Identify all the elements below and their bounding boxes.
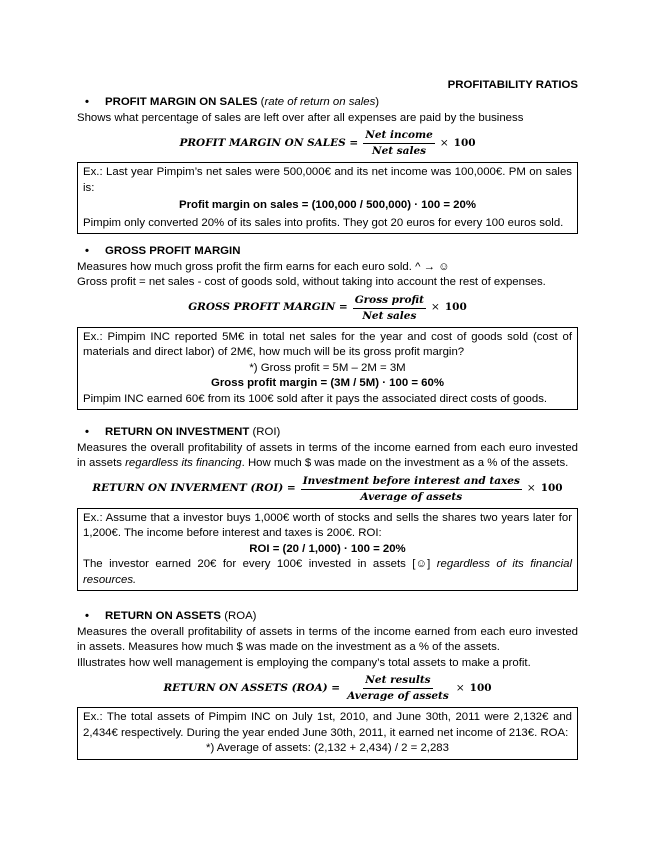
example-conclusion: The investor earned 20€ for every 100€ invested in assets [☺] regardless of its financial resources. (83, 558, 573, 586)
bullet-icon: • (85, 245, 89, 257)
section-profit-margin (77, 95, 578, 234)
formula-fraction (363, 129, 435, 158)
section-return-on-assets (77, 609, 578, 760)
bullet-icon: • (85, 610, 89, 622)
formula-denominator: Net sales (371, 145, 427, 157)
example-step: *) Average of assets: (2,132 + 2,434) / 2 = 2,283 (206, 742, 449, 754)
formula-multiplier: 100 (540, 482, 563, 495)
formula-lhs: RETURN ON ASSETS (ROA) = (163, 681, 341, 694)
formula-denominator: Net sales (362, 309, 417, 322)
formula-numerator: Investment before interest and taxes (301, 475, 522, 490)
formula (77, 294, 578, 323)
example-box (77, 707, 578, 760)
formula-lhs: GROSS PROFIT MARGIN = (188, 301, 348, 314)
example-text: Ex.: Assume that a investor buys 1,000€ worth of stocks and sells the shares two years later for 1,200€. The income before interest and taxes is 200€. ROI: (83, 511, 572, 539)
example-text: Ex.: Last year Pimpim’s net sales were 500,000€ and its net income was 100,000€. PM on sales is: (83, 166, 572, 194)
heading-text: PROFIT MARGIN ON SALES (105, 96, 258, 108)
section-heading (85, 244, 578, 260)
example-calculation: Profit margin on sales = (100,000 / 500,000) · 100 = 20% (179, 199, 476, 211)
description: Illustrates how well management is employing the company’s total assets to make a profit. (77, 656, 531, 669)
example-box (77, 162, 578, 234)
formula-denominator: Average of assets (360, 490, 463, 503)
formula-times: × (526, 482, 536, 495)
example-step: *) Gross profit = 5M – 2M = 3M (249, 361, 406, 374)
formula-fraction (353, 294, 426, 323)
formula-fraction (345, 674, 451, 703)
example-calculation: ROI = (20 / 1,000) · 100 = 20% (249, 542, 406, 555)
example-text: Ex.: The total assets of Pimpim INC on July 1st, 2010, and June 30th, 2011 were 2,132€ and 2,434€ respectively. During the year ended June 30th, 2011, it earned net income of 213€. ROA: (83, 711, 572, 739)
formula (77, 475, 578, 504)
heading-text: GROSS PROFIT MARGIN (105, 245, 241, 257)
formula (77, 674, 578, 703)
formula-multiplier: 100 (469, 681, 492, 694)
section-heading: • PROFIT MARGIN ON SALES (rate of return on sales) (85, 95, 578, 111)
section-gross-profit-margin (77, 244, 578, 410)
formula-lhs: PROFIT MARGIN ON SALES = (179, 136, 359, 149)
formula-numerator: Gross profit (353, 294, 426, 309)
example-box (77, 508, 578, 592)
formula-numerator: Net results (363, 674, 432, 689)
example-conclusion: Pimpim only converted 20% of its sales into profits. They got 20 euros for every 100 euros sold. (83, 216, 564, 229)
description: Measures the overall profitability of assets in terms of the income earned from each euro invested in assets. Measures how much $ was made on the investment as a % of the assets. (77, 625, 578, 653)
bullet-icon: • (85, 426, 89, 438)
formula-lhs: RETURN ON INVERMENT (ROI) = (92, 482, 296, 495)
formula-fraction (301, 475, 522, 504)
page-title: PROFITABILITY RATIOS (447, 79, 578, 91)
section-return-on-investment (77, 425, 578, 591)
description: Shows what percentage of sales are left over after all expenses are paid by the business (77, 111, 524, 124)
heading-text: RETURN ON ASSETS (105, 610, 222, 622)
formula-multiplier: 100 (444, 301, 467, 314)
formula-times: × (455, 681, 465, 694)
section-heading: • RETURN ON INVESTMENT (ROI) (85, 425, 578, 441)
bullet-icon: • (85, 96, 89, 108)
formula-denominator: Average of assets (347, 690, 449, 702)
description: Gross profit = net sales - cost of goods sold, without taking into account the rest of expenses. (77, 276, 546, 288)
formula-times: × (431, 301, 440, 314)
heading-italic: rate of return on sales (264, 96, 376, 108)
formula-times: × (439, 136, 449, 149)
section-heading: • RETURN ON ASSETS (ROA) (85, 609, 578, 625)
description: Measures how much gross profit the firm earns for each euro sold. ^ → ☺ (77, 260, 450, 273)
heading-text: RETURN ON INVESTMENT (105, 426, 250, 438)
example-conclusion: Pimpim INC earned 60€ from its 100€ sold after it pays the associated direct costs of goods. (83, 392, 548, 405)
formula-multiplier: 100 (453, 136, 476, 149)
description: Measures the overall profitability of assets in terms of the income earned from each euro invested in assets regardless its financing. How much $ was made on the investment as a % of the assets. (77, 441, 578, 469)
example-text: Ex.: Pimpim INC reported 5M€ in total net sales for the year and cost of goods sold (cost of materials and direct labor) of 2M€, how much will be its gross profit margin? (83, 330, 572, 358)
example-box (77, 327, 578, 411)
formula-numerator: Net income (363, 129, 435, 144)
example-calculation: Gross profit margin = (3M / 5M) · 100 = 60% (211, 377, 444, 389)
formula (77, 129, 578, 158)
